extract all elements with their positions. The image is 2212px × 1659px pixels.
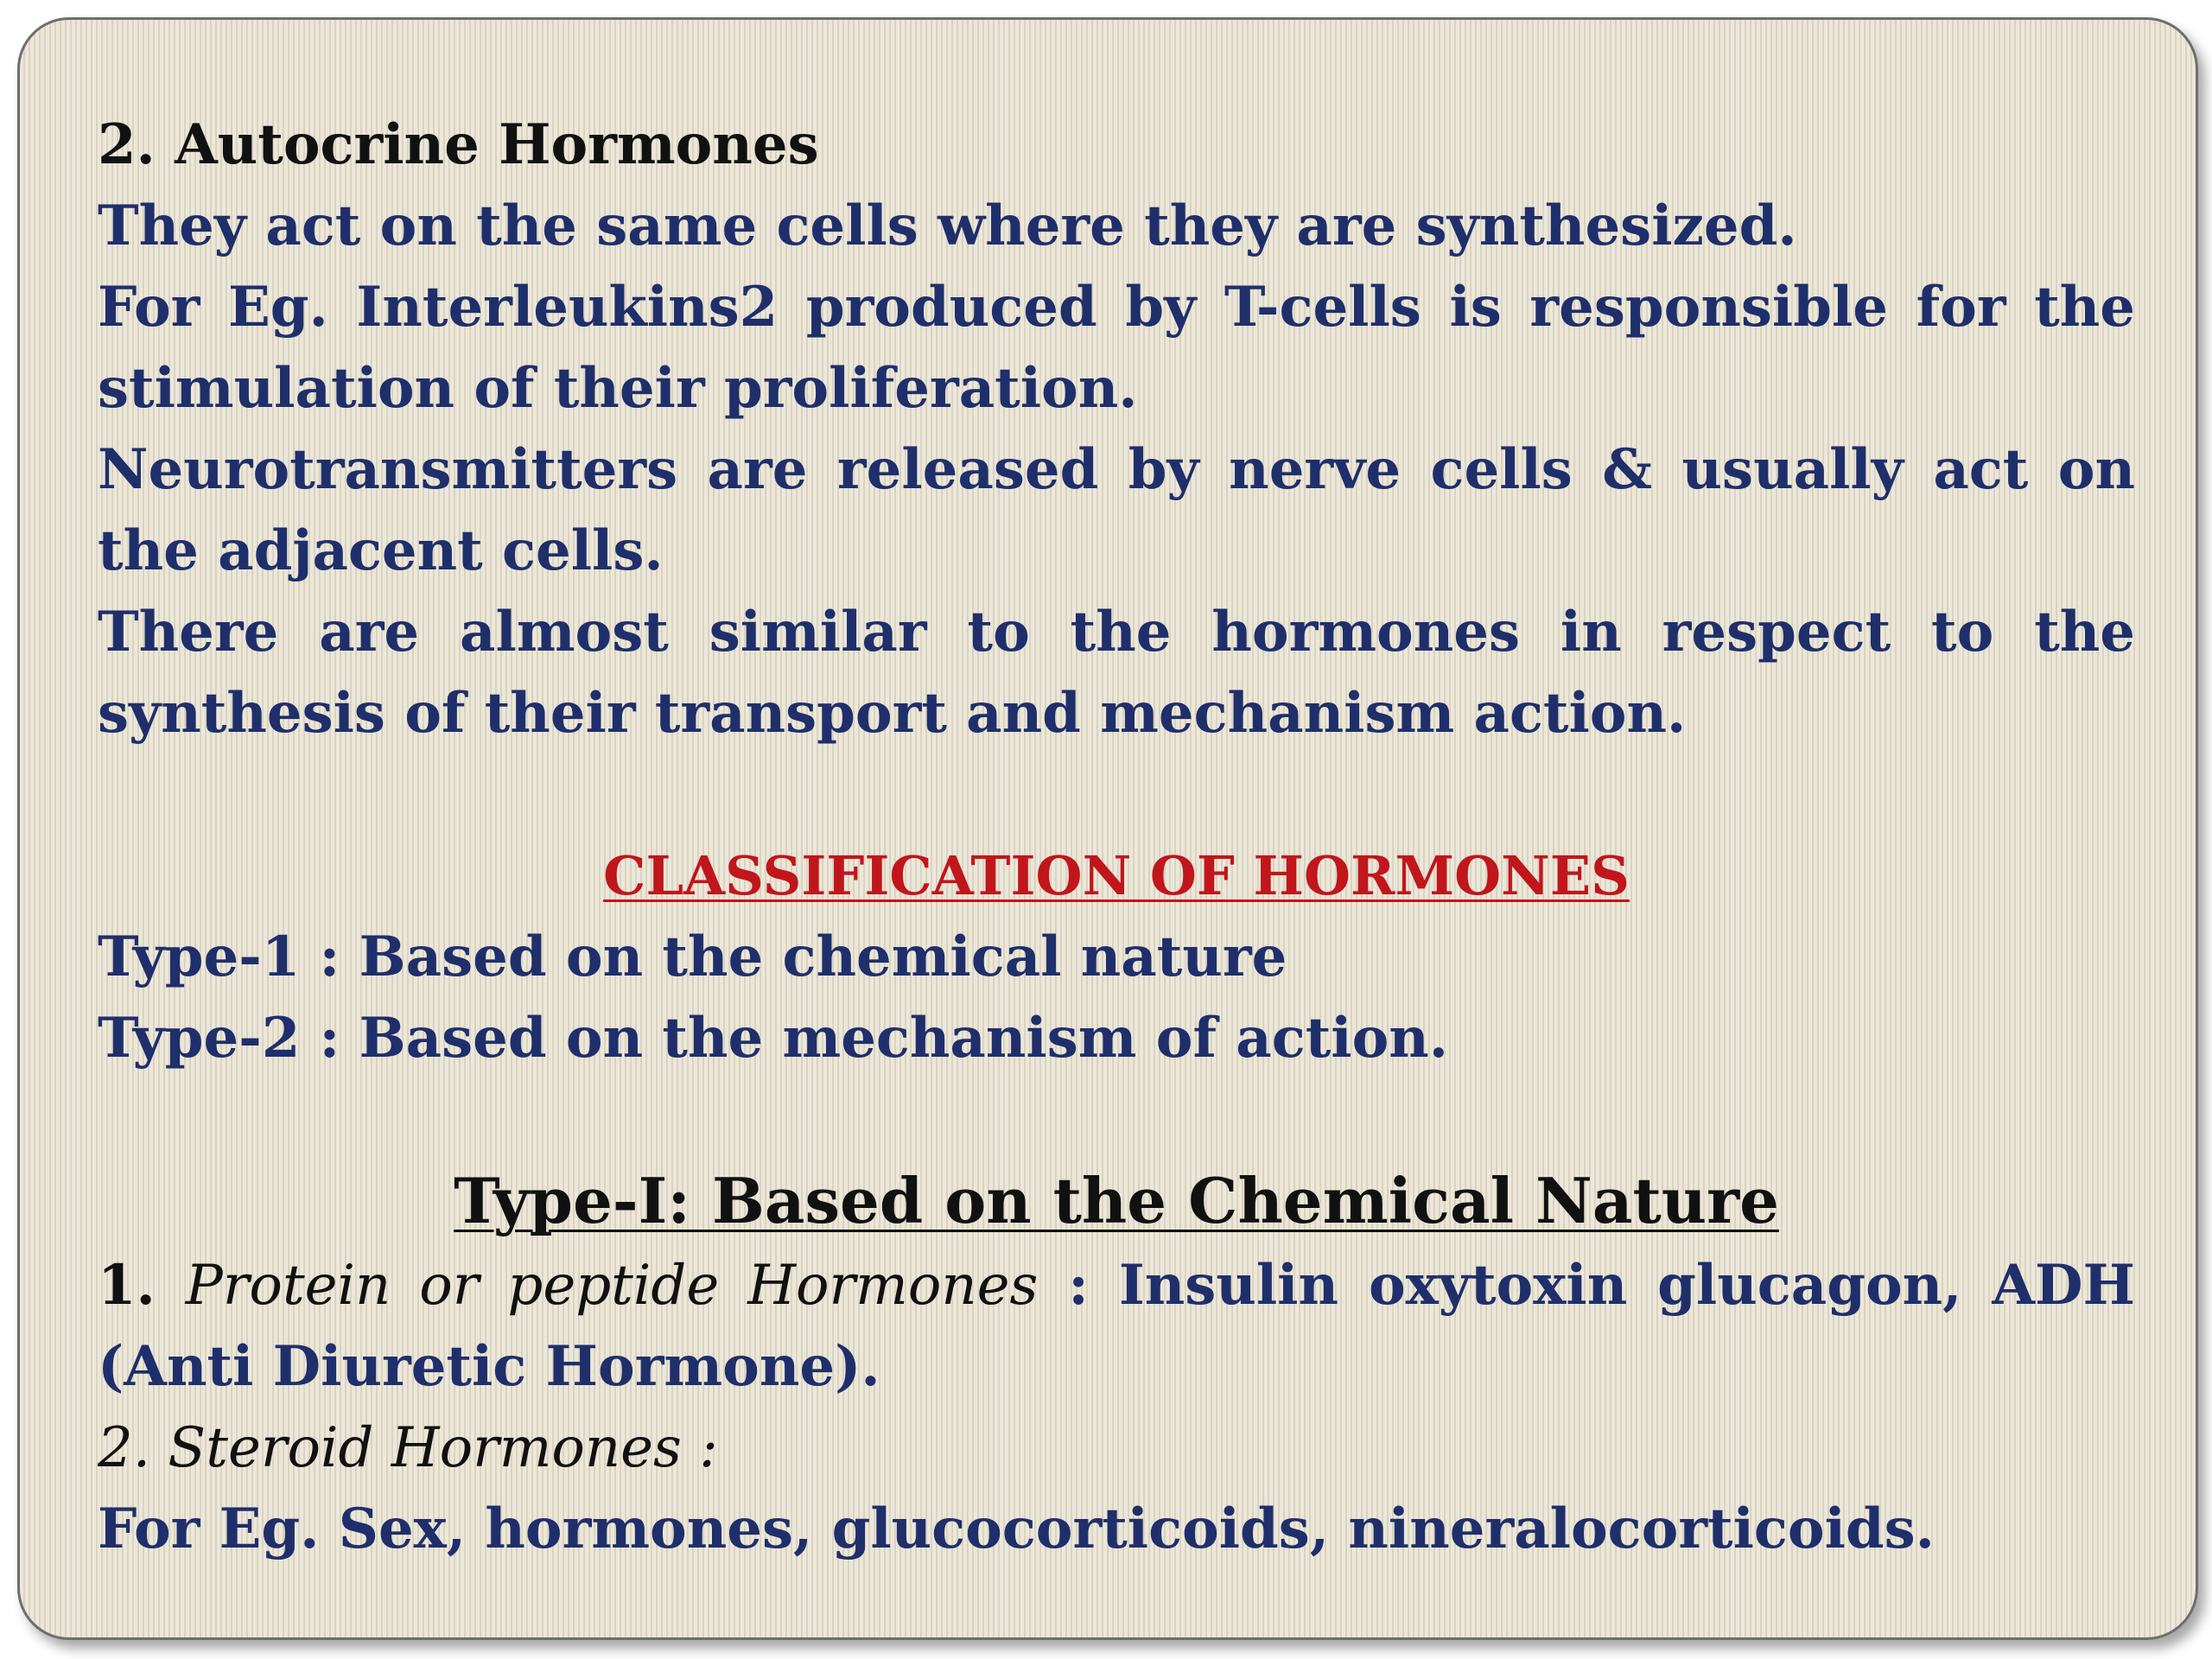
item-1-number: 1.: [98, 1253, 156, 1318]
paragraph-2: For Eg. Interleukins2 produced by T-cells is responsible for the stimulation of their proliferation.: [98, 275, 2135, 421]
item-2-label: 2. Steroid Hormones :: [98, 1416, 718, 1480]
section-title: 2. Autocrine Hormones: [98, 112, 819, 177]
spacer: [98, 754, 2135, 836]
type-1-line: Type-1 : Based on the chemical nature: [98, 925, 1287, 989]
paragraph-4: There are almost similar to the hormones in respect to the synthesis of their transport and mechanism action.: [98, 600, 2135, 746]
spacer: [98, 1079, 2135, 1160]
item-1-label: Protein or peptide Hormones: [185, 1254, 1039, 1318]
item-1-text: : Insulin oxytoxin glucagon, ADH (Anti Diuretic Hormone).: [98, 1253, 2136, 1399]
type-i-heading: Type-I: Based on the Chemical Nature: [454, 1164, 1779, 1237]
type-i-heading-row: [98, 1160, 2135, 1245]
type-2-line: Type-2 : Based on the mechanism of action.: [98, 1006, 1449, 1071]
item-1: [98, 1245, 2135, 1408]
slide-panel: [17, 17, 2198, 1640]
paragraph-1: They act on the same cells where they are synthesized.: [98, 194, 1797, 258]
item-2-text: For Eg. Sex, hormones, glucocorticoids, nineralocorticoids.: [98, 1497, 1935, 1561]
classification-heading-row: [98, 836, 2135, 917]
classification-heading: CLASSIFICATION OF HORMONES: [603, 844, 1630, 907]
paragraph-3: Neurotransmitters are released by nerve cells & usually act on the adjacent cells.: [98, 437, 2135, 583]
slide-content: [98, 105, 2135, 1570]
